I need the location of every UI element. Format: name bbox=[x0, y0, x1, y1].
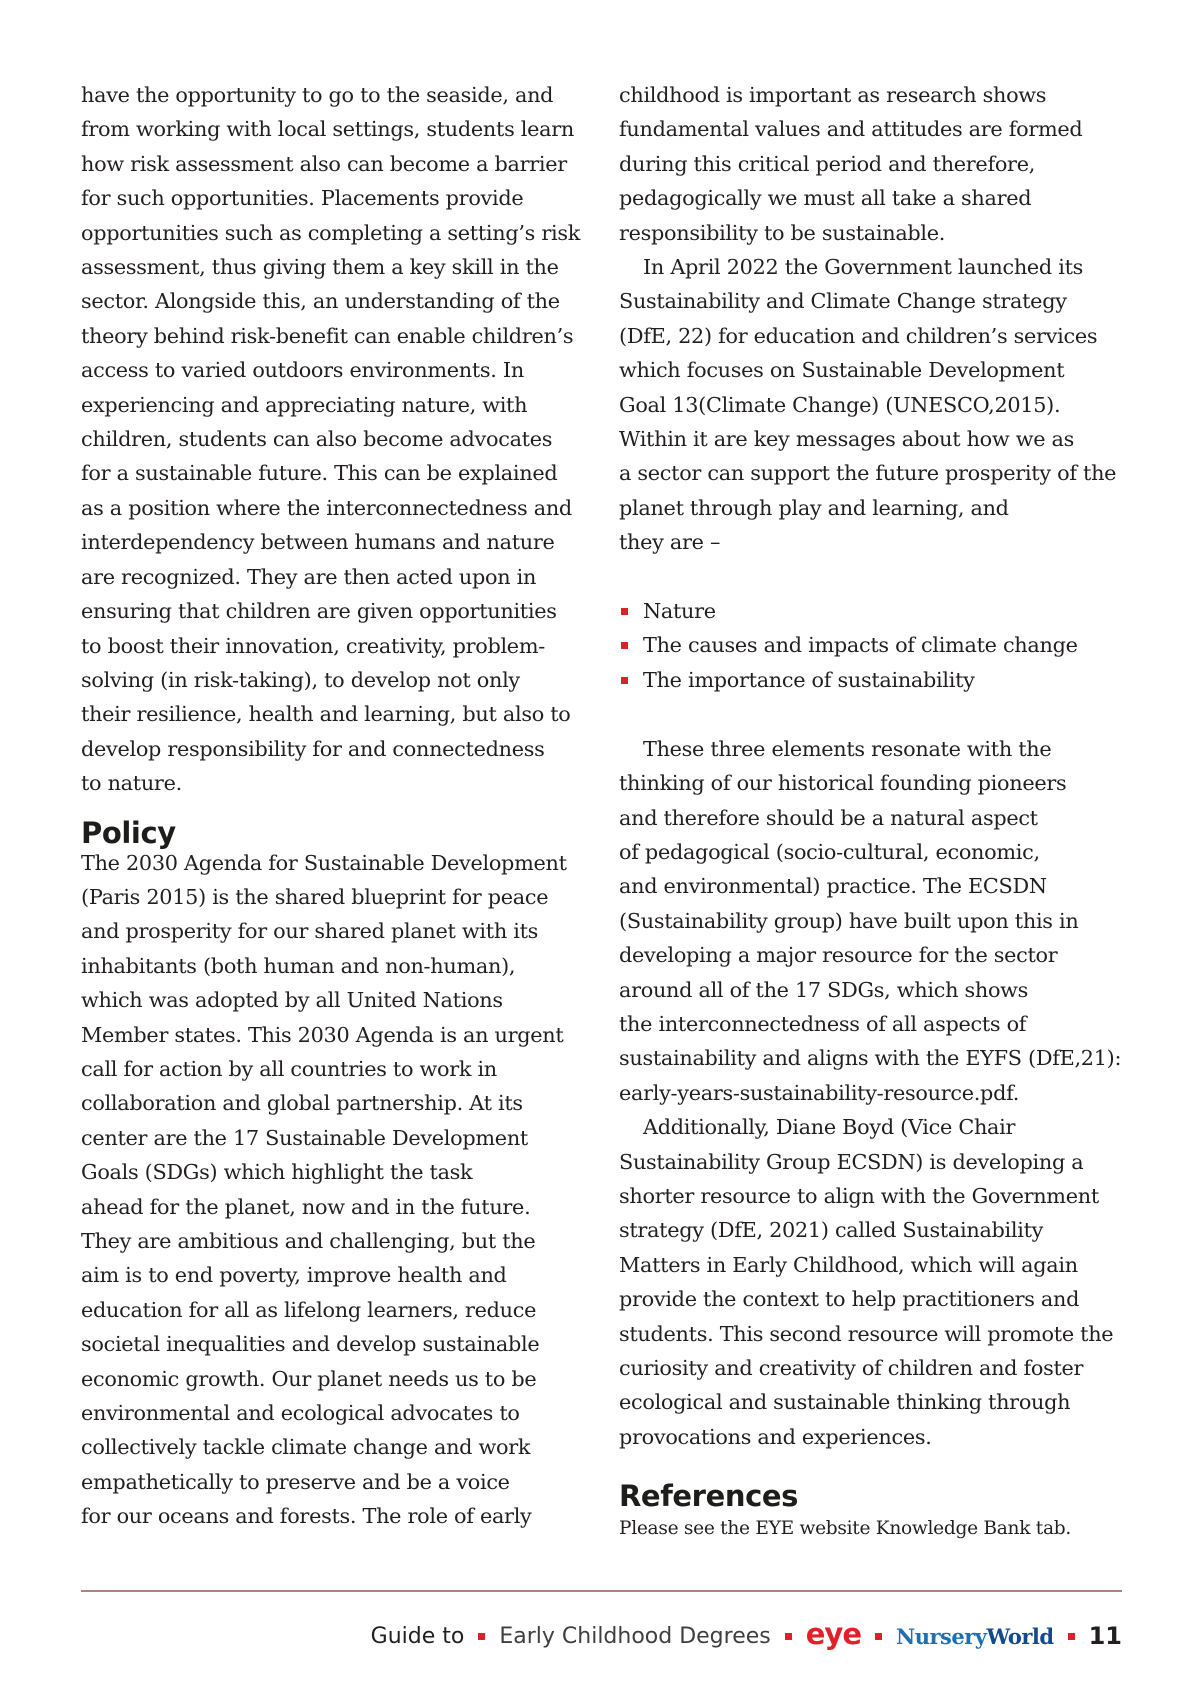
list-item-text: Nature bbox=[643, 599, 716, 624]
bullet-square-icon bbox=[621, 642, 628, 649]
text-line: a sector can support the future prosperity of the bbox=[619, 461, 1117, 486]
bullet-list bbox=[619, 594, 1139, 697]
text-line: Matters in Early Childhood, which will again bbox=[619, 1252, 1078, 1277]
text-line: for such opportunities. Placements provide bbox=[81, 186, 524, 211]
text-line: thinking of our historical founding pioneers bbox=[619, 771, 1067, 796]
text-line: ecological and sustainable thinking through bbox=[619, 1390, 1071, 1415]
text-line: the interconnectedness of all aspects of bbox=[619, 1011, 1027, 1036]
text-line: collaboration and global partnership. At its bbox=[81, 1091, 523, 1116]
text-line: provocations and experiences. bbox=[619, 1424, 932, 1449]
text-line: theory behind risk-benefit can enable children’s bbox=[81, 323, 574, 348]
text-line: Goal 13(Climate Change) (UNESCO,2015). bbox=[619, 392, 1061, 417]
nursery-world-logo-part2: World bbox=[986, 1623, 1054, 1649]
text-line: experiencing and appreciating nature, with bbox=[81, 392, 528, 417]
text-line: which was adopted by all United Nations bbox=[81, 988, 503, 1013]
text-line: (DfE, 22) for education and children’s services bbox=[619, 323, 1098, 348]
text-line: they are – bbox=[619, 530, 721, 555]
policy-heading: Policy bbox=[81, 815, 176, 850]
list-item-text: The causes and impacts of climate change bbox=[643, 633, 1078, 658]
text-line: Additionally, Diane Boyd (Vice Chair bbox=[643, 1115, 1016, 1140]
references-heading: References bbox=[619, 1479, 799, 1514]
separator-square-icon bbox=[785, 1633, 792, 1640]
text-line: childhood is important as research shows bbox=[619, 83, 1047, 107]
eye-logo: eye bbox=[805, 1617, 861, 1651]
nursery-world-logo-part1: Nursery bbox=[896, 1623, 987, 1649]
text-line: They are ambitious and challenging, but the bbox=[81, 1229, 536, 1253]
references-text: Please see the EYE website Knowledge Bank tab. bbox=[619, 1518, 1071, 1540]
separator-square-icon bbox=[1068, 1633, 1075, 1640]
text-line: to boost their innovation, creativity, problem- bbox=[81, 633, 545, 658]
right-column bbox=[619, 78, 1139, 1544]
list-item bbox=[619, 663, 1139, 697]
text-line: during this critical period and therefore, bbox=[619, 151, 1036, 176]
right-paragraph-1 bbox=[619, 78, 1139, 250]
right-paragraph-3 bbox=[619, 732, 1139, 1110]
text-line: sector. Alongside this, an understanding of the bbox=[81, 289, 560, 314]
text-line: environmental and ecological advocates to bbox=[81, 1401, 520, 1426]
text-line: societal inequalities and develop sustainable bbox=[81, 1332, 540, 1357]
spacer bbox=[619, 560, 1139, 594]
text-line: responsibility to be sustainable. bbox=[619, 220, 946, 245]
text-line: call for action by all countries to work in bbox=[81, 1056, 497, 1081]
text-line: ensuring that children are given opportunities bbox=[81, 599, 557, 624]
right-paragraph-2 bbox=[619, 250, 1139, 560]
text-line: access to varied outdoors environments. In bbox=[81, 358, 524, 383]
text-line: develop responsibility for and connectedness bbox=[81, 736, 545, 761]
text-line: planet through play and learning, and bbox=[619, 495, 1009, 520]
separator-square-icon bbox=[478, 1633, 485, 1640]
page-footer bbox=[371, 1618, 1122, 1654]
text-line: of pedagogical (socio-cultural, economic, bbox=[619, 839, 1040, 864]
text-line: how risk assessment also can become a barrier bbox=[81, 151, 567, 176]
text-line: Member states. This 2030 Agenda is an urgent bbox=[81, 1022, 564, 1047]
text-line: center are the 17 Sustainable Development bbox=[81, 1125, 528, 1150]
text-line: as a position where the interconnectedness and bbox=[81, 495, 572, 520]
left-paragraph-1 bbox=[81, 78, 591, 801]
text-line: aim is to end poverty, improve health and bbox=[81, 1263, 507, 1288]
text-line: economic growth. Our planet needs us to be bbox=[81, 1366, 537, 1391]
text-line: assessment, thus giving them a key skill in the bbox=[81, 255, 559, 280]
text-line: strategy (DfE, 2021) called Sustainability bbox=[619, 1218, 1044, 1243]
text-line: and environmental) practice. The ECSDN bbox=[619, 874, 1047, 899]
text-line: shorter resource to align with the Government bbox=[619, 1183, 1099, 1208]
text-line: Sustainability and Climate Change strategy bbox=[619, 289, 1067, 314]
page-number: 11 bbox=[1088, 1622, 1122, 1650]
text-line: empathetically to preserve and be a voice bbox=[81, 1469, 510, 1494]
text-line: and prosperity for our shared planet with its bbox=[81, 919, 538, 944]
text-line: ahead for the planet, now and in the future. bbox=[81, 1194, 531, 1219]
list-item-text: The importance of sustainability bbox=[643, 667, 975, 692]
text-line: early-years-sustainability-resource.pdf. bbox=[619, 1080, 1020, 1105]
separator-square-icon bbox=[875, 1633, 882, 1640]
text-line: around all of the 17 SDGs, which shows bbox=[619, 977, 1029, 1002]
text-line: (Paris 2015) is the shared blueprint for peace bbox=[81, 884, 549, 909]
nursery-world-logo bbox=[896, 1624, 1054, 1649]
bullet-square-icon bbox=[621, 677, 628, 684]
text-line: collectively tackle climate change and work bbox=[81, 1435, 531, 1460]
text-line: In April 2022 the Government launched its bbox=[643, 255, 1084, 280]
text-line: have the opportunity to go to the seaside, and bbox=[81, 83, 554, 107]
text-line: interdependency between humans and nature bbox=[81, 530, 555, 555]
text-line: to nature. bbox=[81, 771, 182, 796]
list-item bbox=[619, 594, 1139, 628]
text-line: are recognized. They are then acted upon in bbox=[81, 564, 537, 589]
footer-divider bbox=[81, 1590, 1122, 1592]
spacer bbox=[619, 697, 1139, 731]
text-line: for our oceans and forests. The role of early bbox=[81, 1504, 532, 1529]
text-line: students. This second resource will promote the bbox=[619, 1321, 1114, 1346]
text-line: curiosity and creativity of children and foster bbox=[619, 1356, 1084, 1380]
text-line: education for all as lifelong learners, reduce bbox=[81, 1297, 537, 1322]
text-line: from working with local settings, students learn bbox=[81, 117, 574, 142]
text-line: children, students can also become advocates bbox=[81, 427, 553, 452]
text-line: solving (in risk-taking), to develop not only bbox=[81, 667, 520, 692]
left-column bbox=[81, 78, 591, 1534]
left-paragraph-2 bbox=[81, 846, 591, 1534]
text-line: pedagogically we must all take a shared bbox=[619, 186, 1032, 211]
text-line: sustainability and aligns with the EYFS (DfE,21): bbox=[619, 1046, 1122, 1071]
text-line: Goals (SDGs) which highlight the task bbox=[81, 1160, 473, 1185]
right-paragraph-4 bbox=[619, 1110, 1139, 1454]
text-line: The 2030 Agenda for Sustainable Development bbox=[81, 850, 567, 875]
bullet-square-icon bbox=[621, 608, 628, 615]
text-line: developing a major resource for the sector bbox=[619, 943, 1058, 968]
text-line: Within it are key messages about how we as bbox=[619, 427, 1075, 452]
text-line: These three elements resonate with the bbox=[643, 736, 1052, 761]
text-line: fundamental values and attitudes are formed bbox=[619, 117, 1083, 142]
text-line: Sustainability Group ECSDN) is developing a bbox=[619, 1149, 1084, 1174]
text-line: which focuses on Sustainable Development bbox=[619, 358, 1065, 383]
text-line: opportunities such as completing a setting’s risk bbox=[81, 220, 581, 245]
list-item bbox=[619, 628, 1139, 662]
footer-subtitle: Early Childhood Degrees bbox=[499, 1623, 771, 1649]
text-line: their resilience, health and learning, but also to bbox=[81, 702, 571, 727]
text-line: for a sustainable future. This can be explained bbox=[81, 461, 558, 486]
text-line: (Sustainability group) have built upon this in bbox=[619, 908, 1079, 933]
text-line: inhabitants (both human and non-human), bbox=[81, 953, 516, 978]
footer-guide-to: Guide to bbox=[370, 1623, 465, 1649]
text-line: and therefore should be a natural aspect bbox=[619, 805, 1038, 830]
text-line: provide the context to help practitioners and bbox=[619, 1287, 1080, 1312]
